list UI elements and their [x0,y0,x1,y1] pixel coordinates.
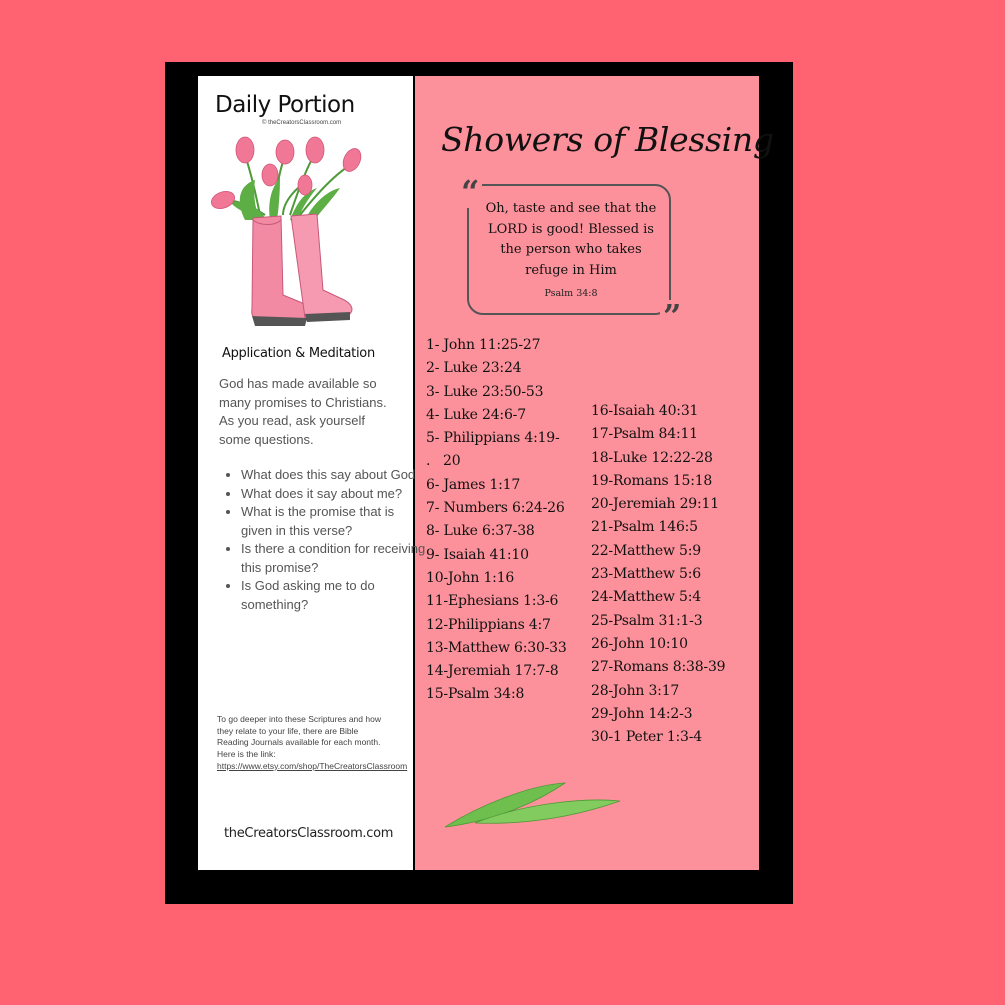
reading-item: 27-Romans 8:38-39 [591,659,726,676]
reading-item: 20-Jeremiah 29:11 [591,496,719,513]
reading-item: 30-1 Peter 1:3-4 [591,729,703,746]
reading-item: 15-Psalm 34:8 [426,686,525,703]
brand-title: Daily Portion [215,92,355,118]
reading-item: 5- Philippians 4:19- [426,430,560,447]
etsy-link[interactable]: https://www.etsy.com/shop/TheCreatorsClassroom [217,760,408,771]
reading-item: 4- Luke 24:6-7 [426,406,526,423]
reading-item: 26-John 10:10 [591,635,688,652]
reading-item: 1- John 11:25-27 [426,337,541,353]
reading-item: 11-Ephesians 1:3-6 [426,593,559,610]
reading-item: 14-Jeremiah 17:7-8 [426,663,559,680]
reading-item: 19-Romans 15:18 [591,472,713,489]
reading-item: 7- Numbers 6:24-26 [426,500,565,517]
reading-item: 18-Luke 12:22-28 [591,449,713,466]
reading-list-2 [591,400,725,749]
reading-item: 22-Matthew 5:9 [591,542,701,559]
reading-item: 12-Philippians 4:7 [426,616,551,633]
tulip-boots-illustration [205,130,370,335]
reading-item: 16-Isaiah 40:31 [591,403,699,419]
quote-text: Oh, taste and see that the LORD is good! Blessed is the person who takes refuge in Him [485,201,657,278]
reading-item: 25-Psalm 31:1-3 [591,612,703,629]
deeper-note [217,714,408,773]
question-item: • What is the promise that is given in this verse? [241,503,426,540]
quote-reference: Psalm 34:8 [544,288,598,299]
main-title: Showers of Blessing [441,120,774,159]
reading-item: 29-John 14:2-3 [591,705,693,722]
brand-subtitle: © theCreatorsClassroom.com [262,120,342,126]
reading-item: 24-Matthew 5:4 [591,589,701,606]
reading-item: 28-John 3:17 [591,682,680,699]
reading-item: 3- Luke 23:50-53 [426,383,544,400]
question-item: • What does this say about God [241,466,426,485]
question-item: • Is God asking me to do something? [241,577,426,614]
reading-item: 13-Matthew 6:30-33 [426,639,567,656]
deeper-text: To go deeper into these Scriptures and how they relate to your life, there are Bible Reading Journals available for each month. Here is the link: [217,714,381,760]
reading-item: 23-Matthew 5:6 [591,566,701,583]
open-quote-icon: “ [458,176,482,208]
close-quote-icon: ” [660,300,684,332]
application-heading: Application & Meditation [222,346,375,361]
question-list [219,466,426,614]
reading-item: 8- Luke 6:37-38 [426,523,535,540]
intro-paragraph: God has made available so many promises to Christians. As you read, ask yourself some questions. [219,376,387,447]
reading-item: 6- James 1:17 [426,476,521,493]
reading-item: 9- Isaiah 41:10 [426,546,529,563]
reading-item: 2- Luke 23:24 [426,360,522,377]
reading-item: . 20 [426,453,461,470]
question-item: • Is there a condition for receiving this promise? [241,540,426,577]
reading-item: 21-Psalm 146:5 [591,519,698,536]
reading-list-1 [426,334,567,707]
leaves-icon [440,775,625,835]
question-item: • What does it say about me? [241,485,426,504]
reading-item: 17-Psalm 84:11 [591,426,698,443]
footer-website: theCreatorsClassroom.com [224,826,394,841]
reading-item: 10-John 1:16 [426,569,515,586]
